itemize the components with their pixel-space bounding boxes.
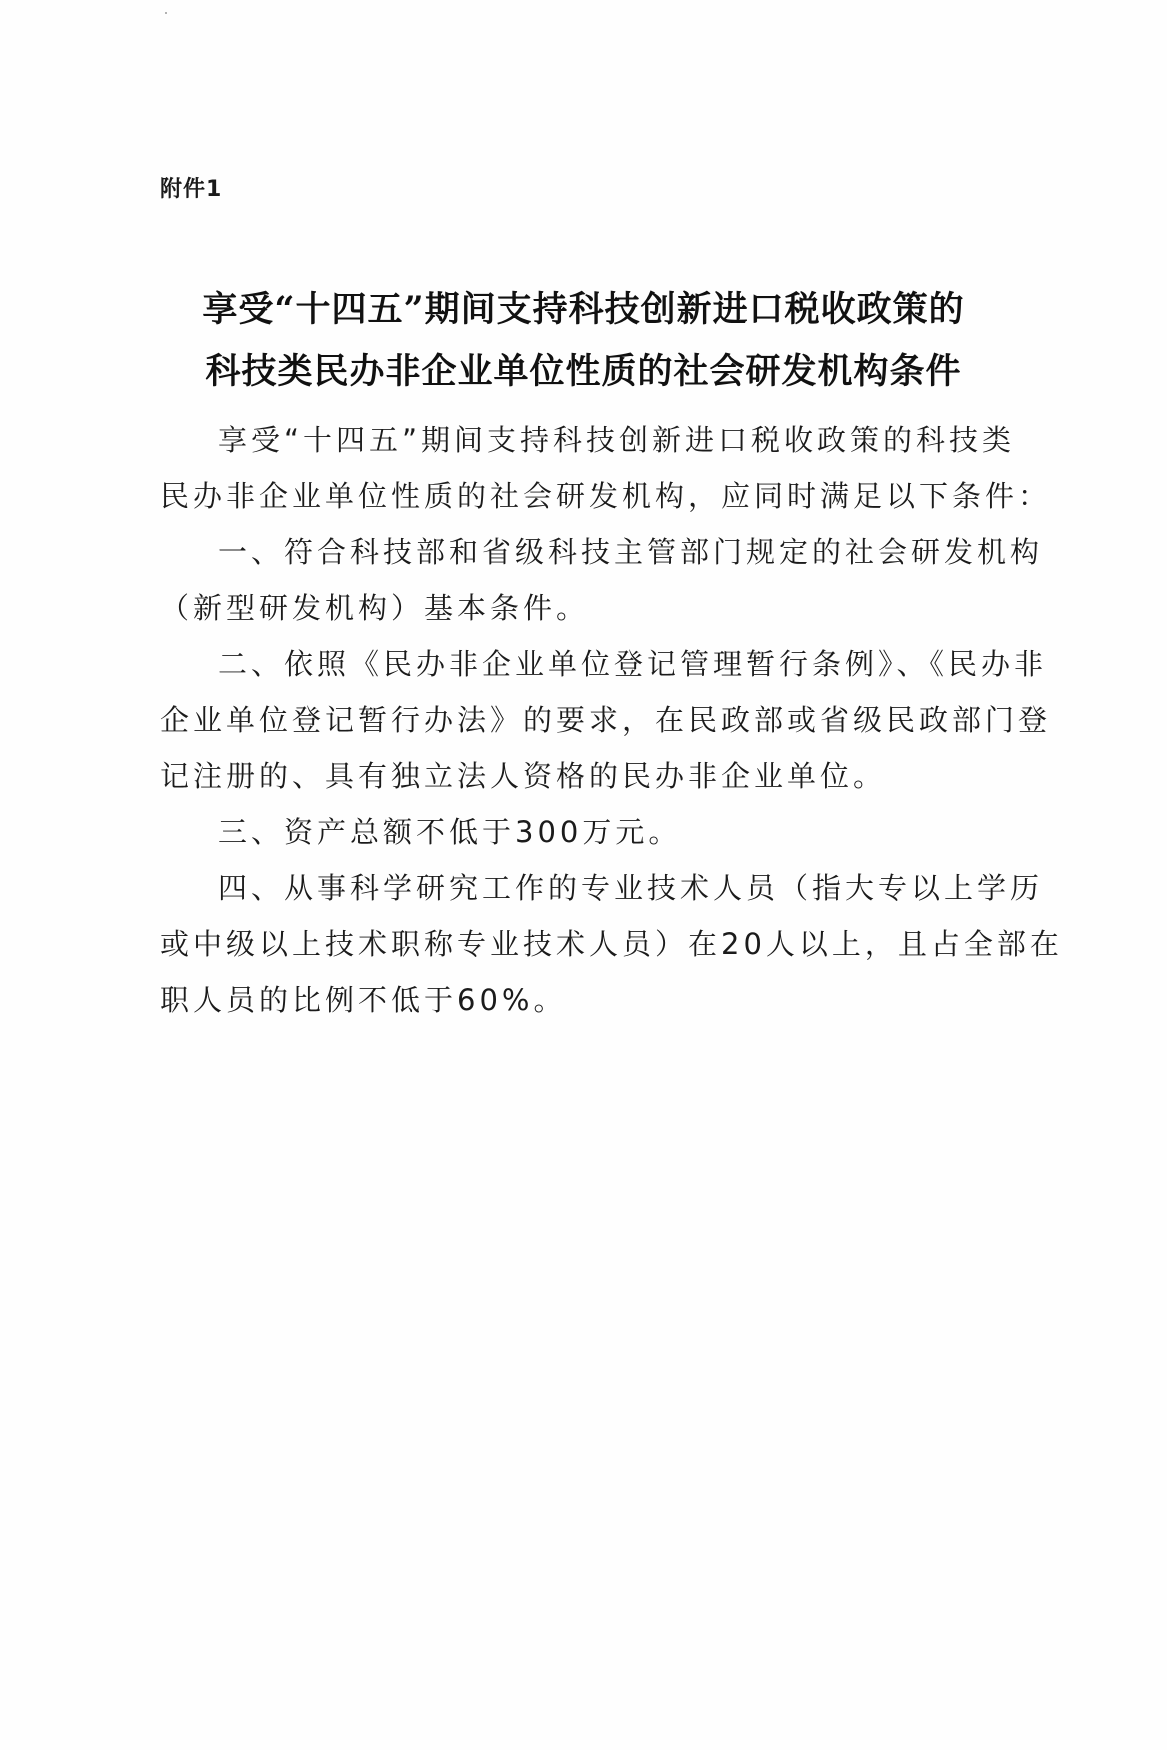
intro-line-2: 民办非企业单位性质的社会研发机构，应同时满足以下条件： xyxy=(160,479,1052,513)
item-3-line-1: 三、资产总额不低于300万元。 xyxy=(218,815,682,849)
item-1-line-2: （新型研发机构）基本条件。 xyxy=(160,591,590,625)
item-4-line-1: 四、从事科学研究工作的专业技术人员（指大专以上学历 xyxy=(218,871,1044,905)
item-4-line-2: 或中级以上技术职称专业技术人员）在20人以上，且占全部在 xyxy=(160,927,1063,961)
title-line-1: 享受“十四五”期间支持科技创新进口税收政策的 xyxy=(202,289,965,330)
attachment-label: 附件1 xyxy=(160,177,223,202)
item-2-line-3: 记注册的、具有独立法人资格的民办非企业单位。 xyxy=(160,759,887,793)
item-2-line-2: 企业单位登记暂行办法》的要求，在民政部或省级民政部门登 xyxy=(160,703,1052,737)
item-2-line-1: 二、依照《民办非企业单位登记管理暂行条例》、《民办非 xyxy=(218,647,1048,681)
item-4-line-3: 职人员的比例不低于60%。 xyxy=(160,983,567,1017)
item-1-line-1: 一、符合科技部和省级科技主管部门规定的社会研发机构 xyxy=(218,535,1044,569)
scan-artifact xyxy=(165,12,167,14)
intro-line-1: 享受“十四五”期间支持科技创新进口税收政策的科技类 xyxy=(218,423,1016,457)
title-line-2: 科技类民办非企业单位性质的社会研发机构条件 xyxy=(205,351,962,392)
